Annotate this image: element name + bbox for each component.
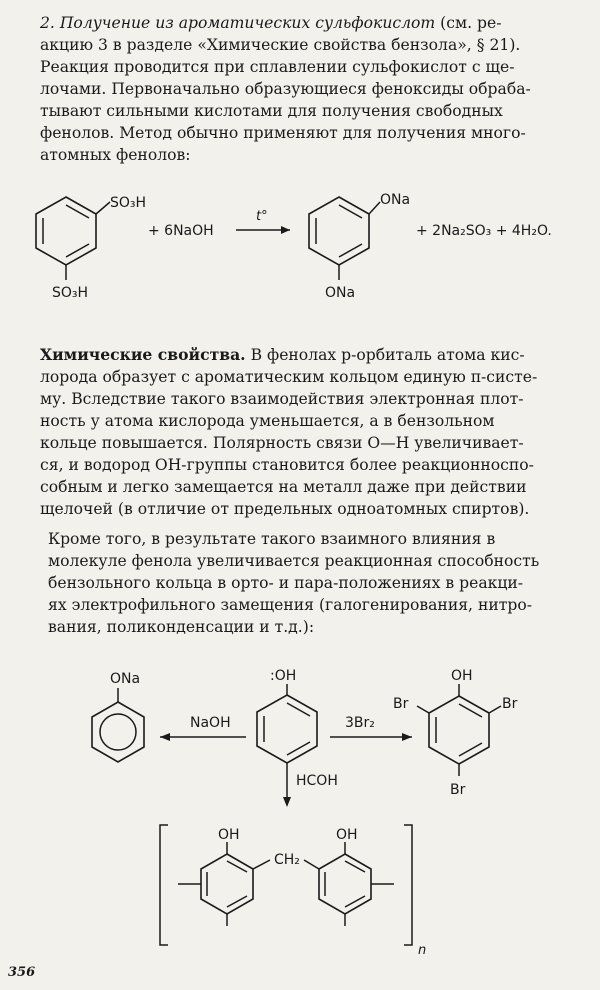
paragraph-line: му. Вследствие такого взаимодействия электронная плот-: [40, 390, 524, 408]
phenoxide-label: ONa: [110, 671, 141, 687]
paragraph-line: тывают сильными кислотами для получения свободных: [40, 102, 503, 120]
polymer-oh-left: OH: [218, 827, 240, 843]
paragraph-line: акцию 3 в разделе «Химические свойства бензола», § 21).: [40, 36, 521, 54]
phenoxide-group-top: ONa: [380, 192, 411, 208]
phenoxide-group-bottom: ONa: [325, 285, 356, 301]
reaction-disulfonic-acid-fusion: [0, 180, 600, 310]
paragraph-line: кольце повышается. Полярность связи О—Н увеличивает-: [40, 434, 524, 452]
polymer-bracket-left: [160, 825, 168, 945]
paragraph-line: лорода образует с ароматическим кольцом единую π-систе-: [40, 368, 538, 386]
benzene-ring: [319, 854, 371, 914]
benzene-ring: [36, 197, 96, 265]
polymer-bracket-right: [404, 825, 412, 945]
paragraph-line: вания, поликонденсации и т.д.):: [48, 618, 315, 636]
naoh-label: NaOH: [190, 715, 231, 731]
paragraph-line: фенолов. Метод обычно применяют для получения много-: [40, 124, 526, 142]
paragraph-line: ся, и водород ОН-группы становится более реакционноспо-: [40, 456, 534, 474]
paragraph-sulfonic-acids: [40, 12, 578, 166]
paragraph-line: Кроме того, в результате такого взаимного влияния в: [48, 530, 496, 548]
paragraph-line: атомных фенолов:: [40, 146, 191, 164]
sulfo-group-top: SO₃H: [110, 195, 147, 211]
benzene-ring: [309, 197, 369, 265]
phenol-reaction-scheme: [0, 660, 600, 960]
paragraph-line: ях электрофильного замещения (галогенирования, нитро-: [48, 596, 533, 614]
methylene-bridge: CH₂: [274, 852, 300, 868]
polymer-oh-right: OH: [336, 827, 358, 843]
tribromophenol-oh: OH: [451, 668, 473, 684]
paragraph-line: Реакция проводится при сплавлении сульфокислот с ще-: [40, 58, 515, 76]
paragraph-line: 2. Получение из ароматических сульфокислот (см. ре-: [40, 14, 502, 32]
benzene-ring: [257, 695, 317, 763]
phenol-label: :OH: [270, 668, 297, 684]
polymer-index: n: [418, 943, 427, 958]
paragraph-line: ность у атома кислорода уменьшается, а в бензольном: [40, 412, 495, 430]
page-number: 356: [8, 965, 36, 980]
bromine-ortho-left: Br: [393, 696, 409, 712]
paragraph-line: бензольного кольца в орто- и пара-положениях в реакци-: [48, 574, 524, 592]
paragraph-line: собным и легко замещается на металл даже при действии: [40, 478, 527, 496]
bromine-label: 3Br₂: [345, 715, 375, 731]
paragraph-line: Химические свойства. В фенолах p-орбиталь атома кис-: [40, 345, 525, 364]
paragraph-ortho-para: [48, 528, 578, 638]
bromine-ortho-right: Br: [502, 696, 518, 712]
paragraph-line: молекуле фенола увеличивается реакционная способность: [48, 552, 540, 570]
benzene-ring: [201, 854, 253, 914]
byproducts: + 2Na₂SO₃ + 4H₂O.: [416, 223, 552, 239]
condition-temperature: t°: [256, 209, 268, 224]
paragraph-line: лочами. Первоначально образующиеся феноксиды обраба-: [40, 80, 531, 98]
method-title: 2. Получение из ароматических сульфокислот: [40, 14, 436, 32]
section-heading: Химические свойства.: [40, 345, 246, 364]
benzene-ring: [429, 696, 489, 764]
sulfo-group-bottom: SO₃H: [52, 285, 89, 301]
reagent-naoh: + 6NaOH: [148, 223, 214, 239]
bromine-para: Br: [450, 782, 466, 798]
paragraph-chemical-properties: [40, 344, 580, 520]
paragraph-line: щелочей (в отличие от предельных одноатомных спиртов).: [40, 500, 530, 518]
formaldehyde-label: HCOH: [296, 773, 338, 789]
